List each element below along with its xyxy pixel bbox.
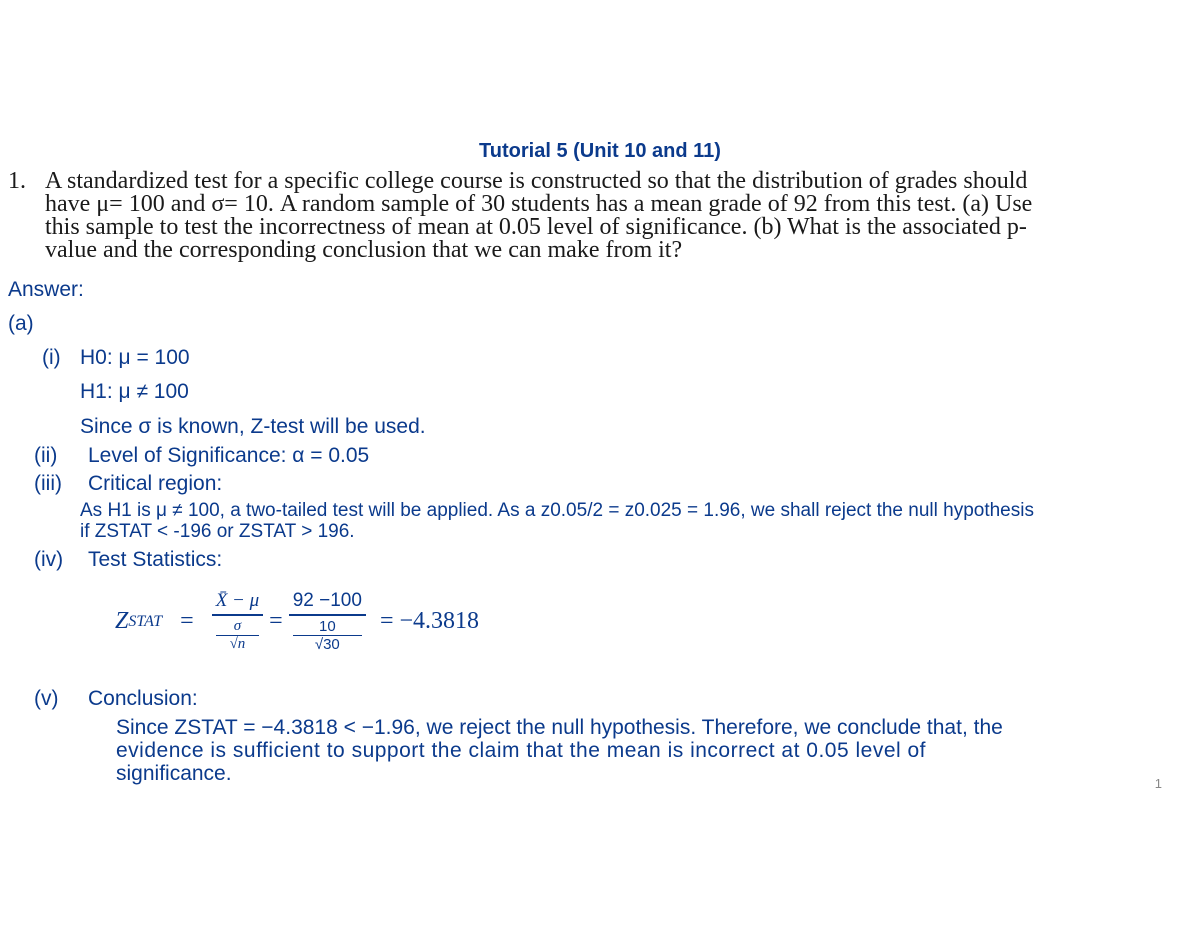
- page-title: Tutorial 5 (Unit 10 and 11): [479, 140, 721, 162]
- fraction-denominator: [212, 614, 263, 653]
- sigma-symbol: σ: [216, 618, 259, 636]
- numeric-numerator: 92 −100: [292, 590, 362, 611]
- conclusion-line-1: Since ZSTAT = −4.3818 < −1.96, we reject the null hypothesis. Therefore, we conclude that, the: [116, 716, 1003, 739]
- z-subscript: STAT: [128, 612, 163, 630]
- critical-region-line-1: As H1 is μ ≠ 100, a two-tailed test will be applied. As a z0.05/2 = z0.025 = 1.96, we shall reject the null hypothesis: [80, 500, 1034, 521]
- z-symbol: Z: [115, 608, 129, 634]
- page-number: 1: [1154, 776, 1162, 791]
- root-30: √30: [314, 636, 340, 653]
- question-line-2: have μ= 100 and σ= 10. A random sample of 30 students has a mean grade of 92 from this test. (a) Use: [45, 191, 1033, 217]
- equals-sign: =: [180, 608, 194, 634]
- step-3-label: (iii): [34, 472, 62, 495]
- conclusion-line-2: evidence is sufficient to support the claim that the mean is incorrect at 0.05 level of: [116, 739, 927, 762]
- step-1-label: (i): [42, 346, 61, 369]
- answer-heading: Answer:: [8, 278, 84, 301]
- significance-level: Level of Significance: α = 0.05: [88, 444, 370, 467]
- sigma-value: 10: [293, 618, 362, 636]
- step-5-label: (v): [34, 687, 59, 710]
- equals-sign-2: =: [269, 608, 283, 634]
- alt-hypothesis: H1: μ ≠ 100: [80, 380, 189, 403]
- test-statistics-heading: Test Statistics:: [88, 548, 223, 571]
- fraction-numerator: X̄ − μ: [215, 590, 260, 611]
- test-statistic-formula: [115, 590, 479, 653]
- conclusion-heading: Conclusion:: [88, 687, 198, 710]
- question-line-3: this sample to test the incorrectness of mean at 0.05 level of significance. (b) What is the associated p-: [45, 214, 1027, 240]
- critical-region-heading: Critical region:: [88, 472, 223, 495]
- formula-fraction: [212, 590, 263, 653]
- step-4-label: (iv): [34, 548, 64, 571]
- numeric-fraction: [289, 590, 366, 653]
- question-number: 1.: [8, 168, 26, 194]
- root-n: √n: [229, 636, 246, 652]
- question-line-4: value and the corresponding conclusion that we can make from it?: [45, 237, 683, 263]
- test-choice-note: Since σ is known, Z-test will be used.: [80, 415, 426, 438]
- part-label: (a): [8, 312, 34, 335]
- critical-region-line-2: if ZSTAT < -196 or ZSTAT > 196.: [80, 521, 355, 542]
- conclusion-line-3: significance.: [116, 762, 232, 785]
- null-hypothesis: H0: μ = 100: [80, 346, 190, 369]
- numeric-denominator: [289, 614, 366, 653]
- statistic-result: = −4.3818: [379, 608, 480, 634]
- step-2-label: (ii): [34, 444, 58, 467]
- question-line-1: A standardized test for a specific college course is constructed so that the distribution of grades should: [45, 168, 1028, 194]
